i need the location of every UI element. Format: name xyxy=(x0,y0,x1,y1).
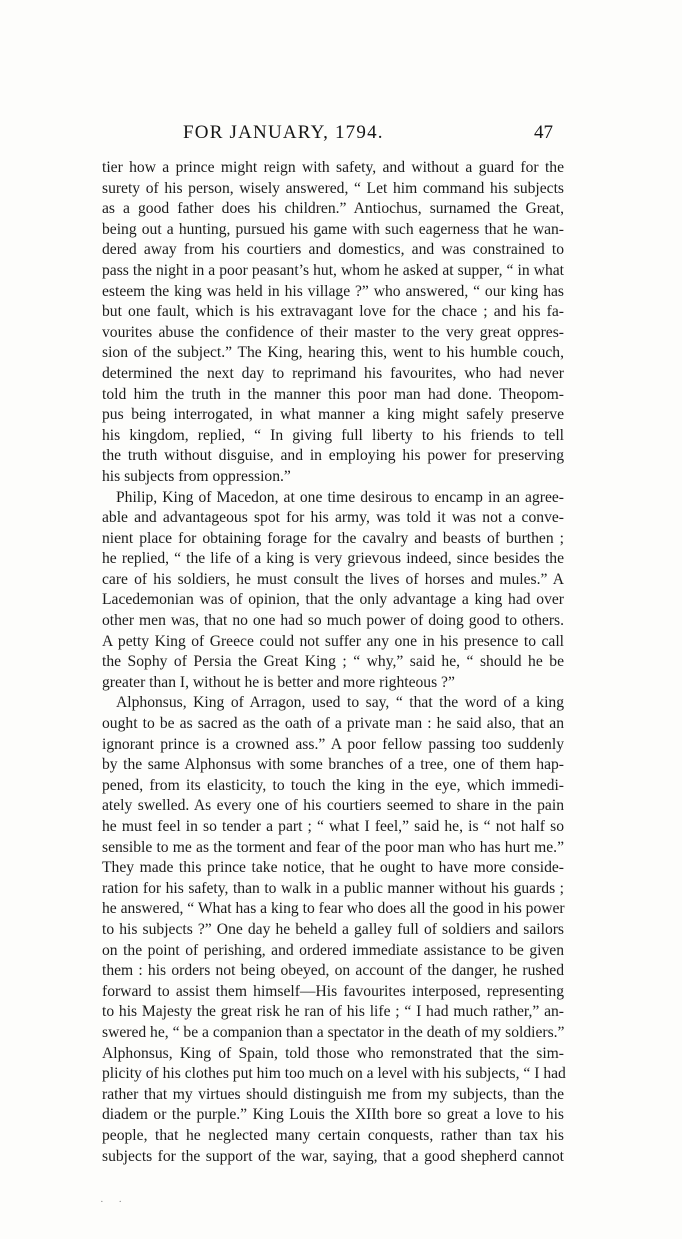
text-line: tier how a prince might reign with safety, and without a guard for the xyxy=(102,159,564,176)
text-line: to his Majesty the great risk he ran of his life ; “ I had much rather,” an- xyxy=(102,1003,564,1021)
text-line: determined the next day to reprimand his favourites, who had never xyxy=(102,364,564,382)
text-line: ration for his safety, than to walk in a public manner without his guards ; xyxy=(102,879,564,897)
text-line: dered away from his courtiers and domestics, and was constrained to xyxy=(102,241,564,259)
text-line: plicity of his clothes put him too much on a level with his subjects, “ I had xyxy=(102,1065,566,1083)
text-line: he answered, “ What has a king to fear who does all the good in his power xyxy=(102,900,565,918)
text-line: surety of his person, wisely answered, “ Let him command his subjects xyxy=(102,179,564,197)
text-line: people, that he neglected many certain conquests, rather than tax his xyxy=(102,1126,564,1144)
text-line: the Sophy of Persia the Great King ; “ why,” said he, “ should he be xyxy=(102,653,564,671)
text-line: he must feel in so tender a part ; “ what I feel,” said he, is “ not half so xyxy=(102,818,564,835)
text-line: forward to assist them himself—His favourites interposed, representing xyxy=(102,982,564,1000)
text-line: rather that my virtues should distinguish me from my subjects, than the xyxy=(102,1085,564,1103)
page-number: 47 xyxy=(534,122,553,143)
text-line: pass the night in a poor peasant’s hut, whom he asked at supper, “ in what xyxy=(102,261,564,279)
text-line: Lacedemonian was of opinion, that the only advantage a king had over xyxy=(102,591,564,609)
text-line: Philip, King of Macedon, at one time desirous to encamp in an agree- xyxy=(116,488,564,506)
text-line: he replied, “ the life of a king is very grievous indeed, since besides the xyxy=(102,550,564,568)
text-line: by the same Alphonsus with some branches of a tree, one of them hap- xyxy=(102,756,564,774)
text-line: but one fault, which is his extravagant love for the chace ; and his fa- xyxy=(102,303,564,321)
text-line: swered he, “ be a companion than a spectator in the death of my soldiers.” xyxy=(102,1023,565,1041)
text-line: other men was, that no one had so much power of doing good to others. xyxy=(102,612,564,630)
text-line: able and advantageous spot for his army, was told it was not a conve- xyxy=(102,509,564,527)
text-line: subjects for the support of the war, saying, that a good shepherd cannot xyxy=(102,1147,564,1165)
text-line: diadem or the purple.” King Louis the XIIth bore so great a love to his xyxy=(102,1106,564,1124)
page-title: FOR JANUARY, 1794. xyxy=(183,122,384,143)
text-line: as a good father does his children.” Antiochus, surnamed the Great, xyxy=(102,200,564,218)
text-line: vourites abuse the confidence of their master to the very great oppres- xyxy=(102,323,564,341)
text-line: his subjects from oppression.” xyxy=(102,467,291,485)
text-line: pus being interrogated, in what manner a king might safely preserve xyxy=(102,406,564,424)
text-line: nient place for obtaining forage for the cavalry and beasts of burthen ; xyxy=(102,529,564,547)
text-line: Alphonsus, King of Arragon, used to say, “ that the word of a king xyxy=(116,694,564,712)
text-line: esteem the king was held in his village ?” who answered, “ our king has xyxy=(102,282,564,300)
paper-specks: · · xyxy=(100,1196,129,1208)
running-head xyxy=(0,122,682,152)
text-line: A petty King of Greece could not suffer any one in his presence to call xyxy=(102,632,564,650)
text-line: his kingdom, replied, “ In giving full liberty to his friends to tell xyxy=(102,426,564,444)
text-line: greater than I, without he is better and more righteous ?” xyxy=(102,673,455,691)
body-text xyxy=(102,158,564,1167)
text-line: pened, from its elasticity, to touch the king in the eye, which immedi- xyxy=(102,776,564,794)
text-line: They made this prince take notice, that he ought to have more conside- xyxy=(102,859,564,877)
text-line: sion of the subject.” The King, hearing this, went to his humble couch, xyxy=(102,344,564,362)
text-line: Alphonsus, King of Spain, told those who remonstrated that the sim- xyxy=(102,1044,564,1062)
text-line: ought to be as sacred as the oath of a private man : he said also, that an xyxy=(102,715,564,733)
text-line: being out a hunting, pursued his game with such eagerness that he wan- xyxy=(102,220,564,238)
text-line: on the point of perishing, and ordered immediate assistance to be given xyxy=(102,941,564,959)
text-line: ately swelled. As every one of his courtiers seemed to share in the pain xyxy=(102,797,564,815)
text-line: told him the truth in the manner this poor man had done. Theopom- xyxy=(102,385,564,403)
text-line: them : his orders not being obeyed, on account of the danger, he rushed xyxy=(102,962,564,980)
text-line: ignorant prince is a crowned ass.” A poor fellow passing too suddenly xyxy=(102,735,564,753)
text-line: care of his soldiers, he must consult the lives of horses and mules.” A xyxy=(102,570,564,588)
text-line: the truth without disguise, and in employing his power for preserving xyxy=(102,447,564,465)
text-line: to his subjects ?” One day he beheld a galley full of soldiers and sailors xyxy=(102,920,564,938)
text-line: sensible to me as the torment and fear of the poor man who has hurt me.” xyxy=(102,838,564,856)
